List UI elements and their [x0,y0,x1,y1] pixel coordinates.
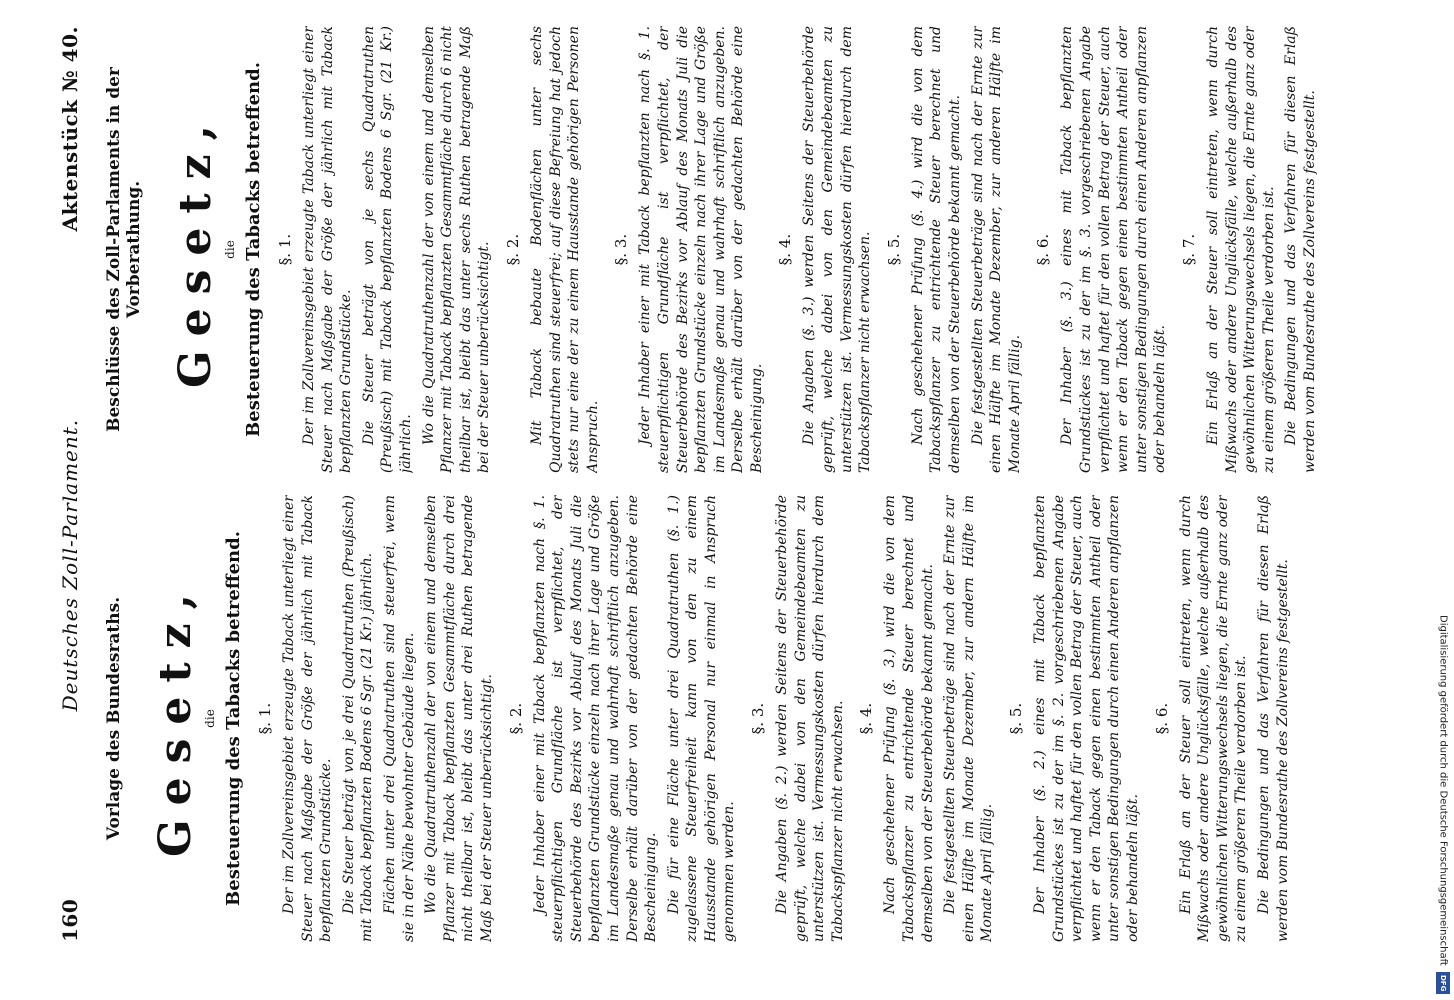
section-text: Wo die Quadratruthenzahl der von einem und demselben Pflanzer mit Taback bepflanzten Gesammtfläche durch drei nicht theilbar ist, bleibt das unter drei Ruthen betragende Maß bei der Steuer unberücksichtigt. [423,495,495,942]
section-text: Wo die Quadratruthenzahl der von einem und demselben Pflanzer mit Taback bepflanzten Gesammtfläche durch 6 nicht theilbar ist, bleibt das unter sechs Ruthen betragende Maß bei der Steuer unberücksichtigt. [420,26,493,473]
right-law-die: die [223,240,237,259]
digitization-credit: Digitalisierung gefördert durch die Deutsche Forschungsgemeinschaft [1437,615,1449,966]
section-text: Nach geschehener Prüfung (§. 3.) wird die von dem Tabackspflanzer zu entrichtende Steuer berechnet und demselben von der Steuerbehörde bekannt gemacht. [882,495,936,942]
section-text: Die festgestellten Steuerbeträge sind nach der Ernte zur einen Hälfte im Monate Dezember, zur anderen Hälfte im Monate April fällig. [969,26,1023,473]
left-law-subtitle: Besteuerung des Tabacks betreffend. [223,531,244,906]
section-title: §. 3. [749,702,768,735]
section-text: Die Bedingungen und das Verfahren für diesen Erlaß werden vom Bundesrathe des Zollvereins festgestellt. [1255,495,1291,942]
section-text: Der Inhaber (§. 3.) eines mit Taback bepflanzten Grundstückes ist zu der im §. 3. vorgeschriebenen Angabe verpflichtet und haftet für den vollen Betrag der Steuer, auch wenn er den Taback gegen einen bestimmten Antheil oder unter sonstigen Bedingungen durch einen Anderen anpflanzen oder behandeln läßt. [1059,26,1169,473]
right-column [98,26,1348,473]
page-number: 160 [58,898,82,942]
section-text: Die Bedingungen und das Verfahren für diesen Erlaß werden vom Bundesrathe des Zollvereins festgestellt. [1283,26,1318,473]
section-title: §. 1. [276,233,294,266]
section-text: Flächen unter drei Quadratruthen sind steuerfrei, wenn sie in der Nähe bewohnter Gebäude liegen. [381,495,417,942]
running-title: Deutsches Zoll-Parlament. [58,418,82,712]
left-column-heading: Vorlage des Bundesraths. [104,596,124,841]
section-text: Die Steuer beträgt von je drei Quadratruthen (Preußisch) mit Taback bepflanzten Bodens 6 Sgr. (21 Kr.) jährlich. [340,495,376,942]
section-text: Nach geschehener Prüfung (§. 4.) wird die von dem Tabackspflanzer zu entrichtende Steuer berechnet und demselben von der Steuerbehörde bekannt gemacht. [909,26,964,473]
section-title: §. 4. [776,233,795,266]
section-text: Der Inhaber (§. 2.) eines mit Taback bepflanzten Grundstückes ist zu der im §. 2. vorgeschriebenen Angabe verpflichtet und haftet für den vollen Betrag der Steuer, auch wenn er den Taback gegen einen bestimmten Antheil oder unter sonstigen Bedingungen durch einen Anderen anpflanzen oder behandeln läßt. [1032,495,1141,942]
section-text: Die festgestellten Steuerbeträge sind nach der Ernte zur einen Hälfte im Monate Dezember, zur andern Hälfte im Monate April fällig. [942,495,996,942]
section-text: Jeder Inhaber einer mit Taback bepflanzten nach §. 1. steuerpflichtigen Grundfläche ist verpflichtet, der Steuerbehörde des Bezirks vor Ablauf des Monats Juli die bepflanzten Grundstücke einzeln nach ihrer Lage und Größe im Landesmaße genau und wahrhaft schriftlich anzugeben. Derselbe erhält darüber von der gedachten Behörde eine Bescheinigung. [637,26,765,473]
section-text: Ein Erlaß an der Steuer soll eintreten, wenn durch Mißwachs oder andere Unglücksfälle, welche außerhalb des gewöhnlichen Witterungswechsels liegen, die Ernte ganz oder zu einem größeren Theile verdorben ist. [1177,495,1250,942]
section-title: §. 4. [857,702,876,735]
digitization-footer [1432,604,1454,1000]
section-text: Der im Zollvereinsgebiet erzeugte Taback unterliegt einer Steuer nach Maßgabe der Größe der jährlich mit Taback bepflanzten Grundstücke. [301,26,355,473]
section-text: Der im Zollvereinsgebiet erzeugte Taback unterliegt einer Steuer nach Maßgabe der Größe der jährlich mit Taback bepflanzten Grundstücke. [281,495,335,942]
section-text: Jeder Inhaber einer mit Taback bepflanzten nach §. 1. steuerpflichtigen Grundfläche ist verpflichtet, der Steuerbehörde des Bezirks vor Ablauf des Monats Juli die bepflanzten Grundstücke einzeln nach ihrer Lage und Größe im Landesmaße genau und wahrhaft schriftlich anzugeben. Derselbe erhält darüber von der gedachten Behörde eine Bescheinigung. [531,495,660,942]
document-number: Aktenstück № 40. [58,26,82,232]
right-column-heading: Beschlüsse des Zoll-Parlaments in der Vorberathung. [104,67,144,432]
right-law-title: Gesetz, [170,111,221,388]
section-text: Die Angaben (§. 3.) werden Seitens der Steuerbehörde geprüft, welche dabei von den Gemeindebeamten zu unterstützen ist. Vermessungskosten dürfen hierdurch dem Tabackspflanzer nicht erwachsen. [801,26,874,473]
section-title: §. 6. [1152,702,1171,735]
left-law-title: Gesetz, [150,580,201,857]
section-title: §. 7. [1179,233,1198,266]
section-title: §. 1. [256,702,274,735]
section-text: Die Angaben (§. 2.) werden Seitens der Steuerbehörde geprüft, welche dabei von den Gemeindebeamten zu unterstützen ist. Vermessungskosten dürfen hierdurch dem Tabackspflanzer nicht erwachsen. [774,495,846,942]
dfg-logo-icon: DFG [1436,972,1450,994]
right-law-subtitle: Besteuerung des Tabacks betreffend. [243,62,264,437]
section-text: Ein Erlaß an der Steuer soll eintreten, wenn durch Mißwachs oder andere Unglücksfälle, welche außerhalb des gewöhnlichen Witterungswechsels liegen, die Ernte ganz oder zu einem größeren Theile verdorben ist. [1204,26,1277,473]
section-title: §. 6. [1034,233,1053,266]
section-text: Mit Taback bebaute Bodenflächen unter sechs Quadratruthen sind steuerfrei; auf diese Befreiung hat jedoch stets nur eine der zu einem Hausstande gehörigen Personen Anspruch. [528,26,601,473]
left-law-die: die [203,709,217,728]
left-column [98,495,1348,942]
columns [98,26,1348,942]
section-title: §. 2. [506,702,525,735]
section-title: §. 5. [884,233,903,266]
section-title: §. 5. [1007,702,1025,735]
section-title: §. 2. [503,233,522,266]
running-head [58,26,88,942]
section-title: §. 3. [612,233,631,266]
section-text: Die für eine Fläche unter drei Quadratruthen (§. 1.) zugelassene Steuerfreiheit kann von den zu einem Hausstande gehörigen Personal nur einmal in Anspruch genommen werden. [665,495,738,942]
section-text: Die Steuer beträgt von je sechs Quadratruthen (Preußisch) mit Taback bepflanzten Bodens 6 Sgr. (21 Kr.) jährlich. [360,26,414,473]
